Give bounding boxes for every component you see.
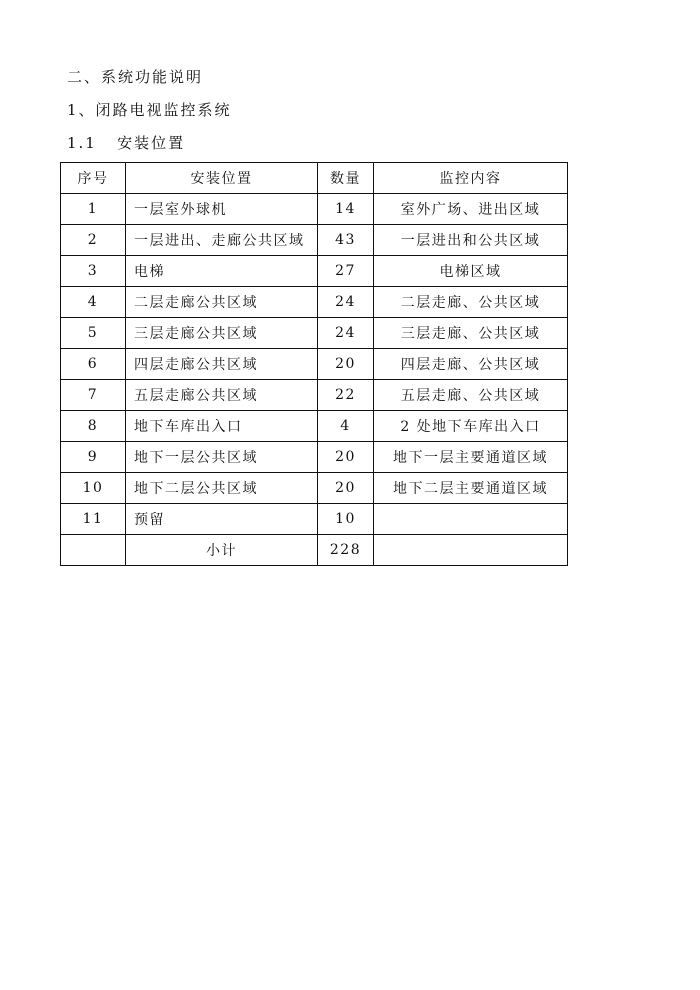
cell-location: 地下车库出入口 bbox=[126, 411, 318, 442]
cell-no: 4 bbox=[61, 287, 126, 318]
table-row bbox=[61, 194, 568, 225]
cell-no: 10 bbox=[61, 473, 126, 504]
cell-content: 五层走廊、公共区域 bbox=[374, 380, 568, 411]
table-row bbox=[61, 504, 568, 535]
cell-content: 地下一层主要通道区域 bbox=[374, 442, 568, 473]
table-row bbox=[61, 256, 568, 287]
cell-location: 二层走廊公共区域 bbox=[126, 287, 318, 318]
cell-no: 2 bbox=[61, 225, 126, 256]
cell-quantity: 20 bbox=[318, 473, 374, 504]
table-row bbox=[61, 380, 568, 411]
table-row bbox=[61, 287, 568, 318]
cell-location: 预留 bbox=[126, 504, 318, 535]
cell-no: 7 bbox=[61, 380, 126, 411]
table-row bbox=[61, 318, 568, 349]
cell-location: 地下二层公共区域 bbox=[126, 473, 318, 504]
table-row bbox=[61, 349, 568, 380]
total-content-cell bbox=[374, 535, 568, 566]
cell-content: 四层走廊、公共区域 bbox=[374, 349, 568, 380]
table-header-row bbox=[61, 163, 568, 194]
cell-quantity: 10 bbox=[318, 504, 374, 535]
header-content: 监控内容 bbox=[374, 163, 568, 194]
cell-no: 3 bbox=[61, 256, 126, 287]
cell-quantity: 27 bbox=[318, 256, 374, 287]
table-row bbox=[61, 473, 568, 504]
table-row bbox=[61, 442, 568, 473]
cell-quantity: 43 bbox=[318, 225, 374, 256]
cell-quantity: 22 bbox=[318, 380, 374, 411]
cell-content bbox=[374, 504, 568, 535]
cell-quantity: 14 bbox=[318, 194, 374, 225]
cell-location: 四层走廊公共区域 bbox=[126, 349, 318, 380]
table-row bbox=[61, 411, 568, 442]
cell-quantity: 24 bbox=[318, 318, 374, 349]
header-location: 安装位置 bbox=[126, 163, 318, 194]
cell-location: 三层走廊公共区域 bbox=[126, 318, 318, 349]
cell-content: 一层进出和公共区域 bbox=[374, 225, 568, 256]
installation-table bbox=[60, 162, 568, 566]
section-heading: 二、系统功能说明 bbox=[67, 68, 204, 86]
cell-quantity: 4 bbox=[318, 411, 374, 442]
cell-location: 地下一层公共区域 bbox=[126, 442, 318, 473]
total-no-cell bbox=[61, 535, 126, 566]
item-heading: 1.1 安装位置 bbox=[67, 134, 186, 152]
cell-content: 室外广场、进出区域 bbox=[374, 194, 568, 225]
cell-no: 9 bbox=[61, 442, 126, 473]
cell-no: 6 bbox=[61, 349, 126, 380]
cell-location: 电梯 bbox=[126, 256, 318, 287]
cell-no: 8 bbox=[61, 411, 126, 442]
cell-content: 二层走廊、公共区域 bbox=[374, 287, 568, 318]
total-quantity: 228 bbox=[318, 535, 374, 566]
cell-location: 五层走廊公共区域 bbox=[126, 380, 318, 411]
cell-content: 地下二层主要通道区域 bbox=[374, 473, 568, 504]
cell-no: 5 bbox=[61, 318, 126, 349]
subsection-heading: 1、闭路电视监控系统 bbox=[67, 101, 232, 119]
total-label: 小计 bbox=[126, 535, 318, 566]
cell-no: 1 bbox=[61, 194, 126, 225]
cell-location: 一层进出、走廊公共区域 bbox=[126, 225, 318, 256]
cell-location: 一层室外球机 bbox=[126, 194, 318, 225]
cell-quantity: 24 bbox=[318, 287, 374, 318]
cell-content: 电梯区域 bbox=[374, 256, 568, 287]
header-no: 序号 bbox=[61, 163, 126, 194]
cell-content: 2 处地下车库出入口 bbox=[374, 411, 568, 442]
table-row bbox=[61, 225, 568, 256]
cell-no: 11 bbox=[61, 504, 126, 535]
header-quantity: 数量 bbox=[318, 163, 374, 194]
cell-content: 三层走廊、公共区域 bbox=[374, 318, 568, 349]
cell-quantity: 20 bbox=[318, 442, 374, 473]
table-total-row bbox=[61, 535, 568, 566]
cell-quantity: 20 bbox=[318, 349, 374, 380]
